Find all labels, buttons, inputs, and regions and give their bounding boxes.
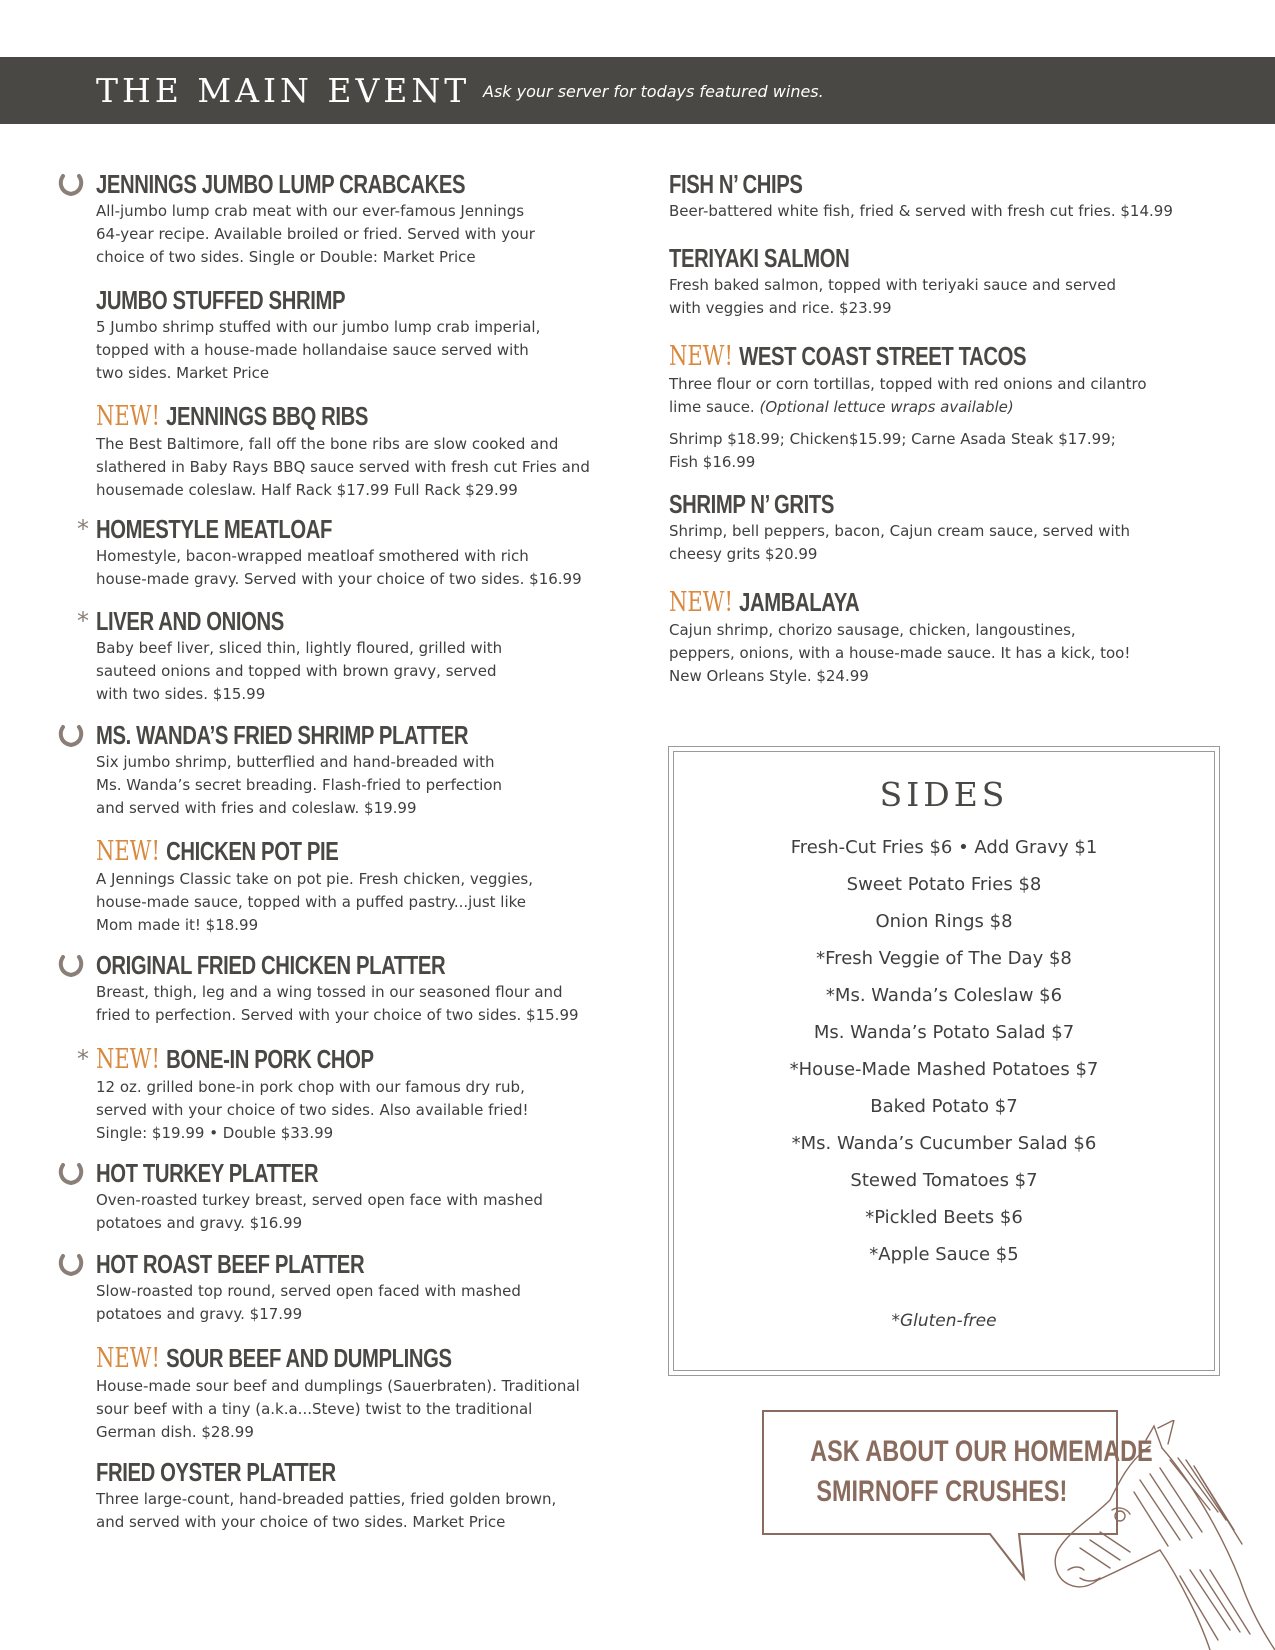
item-title [96,513,517,545]
description-line: Three large-count, hand-breaded patties, fried golden brown, [96,1490,557,1508]
description-line: Baby beef liver, sliced thin, lightly floured, grilled with [96,639,503,657]
new-badge: NEW! [96,1343,160,1374]
menu-item [669,168,1209,223]
item-description [669,520,1209,566]
menu-item [96,1456,636,1534]
item-description [96,200,636,269]
description-line: house-made gravy. Served with your choice of two sides. $16.99 [96,570,582,588]
description-line: slathered in Baby Rays BBQ sauce served with fresh cut Fries and [96,458,590,476]
item-title [669,340,1090,373]
description-line: potatoes and gravy. $17.99 [96,1305,303,1323]
side-item: Baked Potato $7 [870,1096,1018,1117]
description-line: and served with your choice of two sides. Market Price [96,1513,506,1531]
item-title [669,242,1090,274]
menu-item [96,168,636,269]
section-banner [0,57,1275,124]
sides-box [668,746,1220,1376]
section-title: THE MAIN EVENT [96,71,471,110]
item-description [96,981,636,1027]
item-title [96,1043,517,1076]
item-description [96,1189,636,1235]
description-line: Ms. Wanda’s secret breading. Flash-fried to perfection [96,776,503,794]
menu-item [96,835,636,937]
item-name: WEST COAST STREET TACOS [739,341,1027,371]
gluten-free-marker: * [77,1045,89,1073]
side-item: *House-Made Mashed Potatoes $7 [789,1059,1099,1080]
item-name: JAMBALAYA [739,587,860,617]
item-title [669,168,1090,200]
item-name: BONE-IN PORK CHOP [166,1044,374,1074]
item-description [669,373,1209,419]
optional-note: (Optional lettuce wraps available) [759,398,1014,416]
item-description [96,637,636,706]
item-name: FISH N’ CHIPS [669,169,803,199]
price-line: Shrimp $18.99; Chicken$15.99; Carne Asada Steak $17.99; [669,430,1116,448]
description-line: A Jennings Classic take on pot pie. Fresh chicken, veggies, [96,870,534,888]
description-line: sauteed onions and topped with brown gravy, served [96,662,497,680]
item-name: JENNINGS JUMBO LUMP CRABCAKES [96,169,466,199]
menu-item [96,1248,636,1326]
description-line: sour beef with a tiny (a.k.a...Steve) twist to the traditional [96,1400,533,1418]
price-list [669,428,1209,474]
menu-item [669,488,1209,566]
description-line: 12 oz. grilled bone-in pork chop with our famous dry rub, [96,1078,525,1096]
horseshoe-icon [58,953,84,979]
item-title [96,835,517,868]
menu-item [77,513,636,591]
item-description [669,619,1209,688]
horseshoe-icon [58,1252,84,1278]
item-title [96,400,517,433]
description-line: Homestyle, bacon-wrapped meatloaf smothered with rich [96,547,529,565]
item-title [96,949,517,981]
price-line: Fish $16.99 [669,453,756,471]
menu-item [77,605,636,706]
description-text: lime sauce. [669,398,760,416]
description-line: House-made sour beef and dumplings (Sauerbraten). Traditional [96,1377,580,1395]
item-name: TERIYAKI SALMON [669,243,850,273]
side-item: Ms. Wanda’s Potato Salad $7 [813,1022,1075,1043]
description-line: The Best Baltimore, fall off the bone ribs are slow cooked and [96,435,559,453]
description-line: cheesy grits $20.99 [669,545,818,563]
description-line: topped with a house-made hollandaise sauce served with [96,341,529,359]
item-name: ORIGINAL FRIED CHICKEN PLATTER [96,950,446,980]
item-title [669,586,1090,619]
description-line: Cajun shrimp, chorizo sausage, chicken, langoustines, [669,621,1076,639]
side-item: *Apple Sauce $5 [869,1244,1019,1265]
menu-item [669,340,1209,474]
item-title [96,719,517,751]
item-title [669,488,1090,520]
item-title [96,1248,517,1280]
description-line: Breast, thigh, leg and a wing tossed in our seasoned flour and [96,983,563,1001]
item-name: LIVER AND ONIONS [96,606,284,636]
description-line: German dish. $28.99 [96,1423,254,1441]
item-description [96,1280,636,1326]
item-description [96,316,636,385]
side-item: *Fresh Veggie of The Day $8 [816,948,1072,969]
side-item: *Pickled Beets $6 [865,1207,1023,1228]
description-line: fried to perfection. Served with your choice of two sides. $15.99 [96,1006,579,1024]
new-badge: NEW! [669,587,733,618]
horseshoe-icon [58,723,84,749]
item-description [96,545,636,591]
description-line: housemade coleslaw. Half Rack $17.99 Full Rack $29.99 [96,481,518,499]
item-name: HOT TURKEY PLATTER [96,1158,319,1188]
side-item: Fresh-Cut Fries $6 • Add Gravy $1 [790,837,1098,858]
item-name: JUMBO STUFFED SHRIMP [96,285,346,315]
item-name: CHICKEN POT PIE [166,836,339,866]
item-description [96,1375,636,1444]
item-title [96,168,517,200]
horseshoe-icon [58,1161,84,1187]
item-title [96,1157,517,1189]
description-line: and served with fries and coleslaw. $19.99 [96,799,417,817]
gluten-free-marker: * [77,515,89,543]
item-title [96,1456,517,1488]
item-name: JENNINGS BBQ RIBS [166,401,368,431]
gluten-free-note: *Gluten-free [891,1311,997,1331]
description-line: Mom made it! $18.99 [96,916,259,934]
menu-item [77,1043,636,1145]
menu-item [96,719,636,820]
item-name: SOUR BEEF AND DUMPLINGS [166,1343,452,1373]
description-line: 64-year recipe. Available broiled or fried. Served with your [96,225,535,243]
sides-title: SIDES [879,775,1009,814]
side-item: Onion Rings $8 [875,911,1013,932]
description-line: potatoes and gravy. $16.99 [96,1214,303,1232]
side-item: *Ms. Wanda’s Coleslaw $6 [825,985,1063,1006]
item-description [96,868,636,937]
description-line: with two sides. $15.99 [96,685,266,703]
wine-note: Ask your server for todays featured wines. [483,82,824,101]
description-line: Six jumbo shrimp, butterflied and hand-breaded with [96,753,495,771]
new-badge: NEW! [96,1044,160,1075]
side-item: *Ms. Wanda’s Cucumber Salad $6 [791,1133,1097,1154]
menu-item [96,400,636,502]
description-line: house-made sauce, topped with a puffed pastry...just like [96,893,527,911]
item-description [96,751,636,820]
item-title [96,284,517,316]
description-line: Fresh baked salmon, topped with teriyaki sauce and served [669,276,1117,294]
description-line: with veggies and rice. $23.99 [669,299,892,317]
item-description [669,200,1209,223]
callout-line-2: SMIRNOFF CRUSHES! [816,1475,1068,1508]
new-badge: NEW! [669,341,733,372]
new-badge: NEW! [96,401,160,432]
description-line: peppers, onions, with a house-made sauce. It has a kick, too! [669,644,1131,662]
item-description [96,1076,636,1145]
item-description [96,433,636,502]
description-line: Shrimp, bell peppers, bacon, Cajun cream sauce, served with [669,522,1131,540]
description-line: served with your choice of two sides. Also available fried! [96,1101,529,1119]
sides-list [669,829,1219,1273]
item-title [96,1342,517,1375]
item-name: HOT ROAST BEEF PLATTER [96,1249,365,1279]
menu-item [96,1342,636,1444]
horse-head-illustration [1050,1420,1275,1650]
menu-item [96,1157,636,1235]
description-line: Three flour or corn tortillas, topped with red onions and cilantro [669,375,1147,393]
description-line [669,396,1209,419]
description-line: 5 Jumbo shrimp stuffed with our jumbo lump crab imperial, [96,318,541,336]
horseshoe-icon [58,172,84,198]
gluten-free-marker: * [77,607,89,635]
item-name: SHRIMP N’ GRITS [669,489,835,519]
description-line: Single: $19.99 • Double $33.99 [96,1124,334,1142]
side-item: Stewed Tomatoes $7 [850,1170,1038,1191]
description-line: two sides. Market Price [96,364,270,382]
menu-item [669,586,1209,688]
item-title [96,605,517,637]
description-line: New Orleans Style. $24.99 [669,667,869,685]
menu-item [669,242,1209,320]
callout-line-1: ASK ABOUT OUR HOMEMADE [810,1435,1153,1468]
item-description [96,1488,636,1534]
new-badge: NEW! [96,836,160,867]
description-line: choice of two sides. Single or Double: Market Price [96,248,476,266]
item-name: FRIED OYSTER PLATTER [96,1457,336,1487]
menu-item [96,284,636,385]
item-name: MS. WANDA’S FRIED SHRIMP PLATTER [96,720,469,750]
description-line: Slow-roasted top round, served open faced with mashed [96,1282,521,1300]
description-line: All-jumbo lump crab meat with our ever-famous Jennings [96,202,525,220]
side-item: Sweet Potato Fries $8 [846,874,1042,895]
item-description [669,274,1209,320]
description-line: Beer-battered white fish, fried & served with fresh cut fries. $14.99 [669,202,1173,220]
item-name: HOMESTYLE MEATLOAF [96,514,332,544]
menu-item [96,949,636,1027]
description-line: Oven-roasted turkey breast, served open face with mashed [96,1191,543,1209]
